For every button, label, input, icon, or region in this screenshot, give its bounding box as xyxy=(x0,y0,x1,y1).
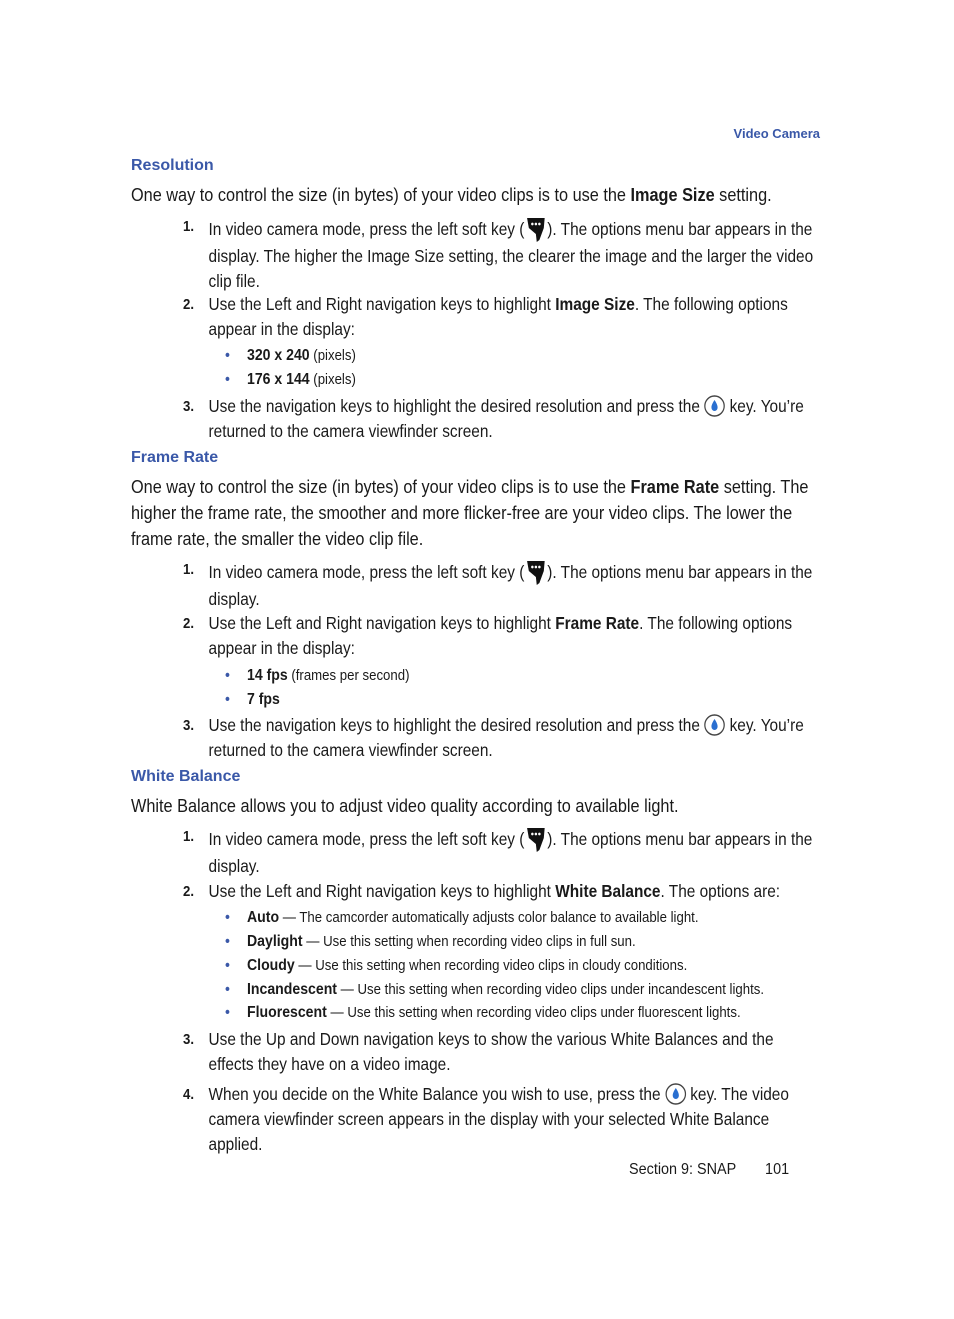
step-number: 2. xyxy=(183,615,195,632)
frame-rate-heading: Frame Rate xyxy=(131,449,219,466)
left-soft-key-icon xyxy=(524,824,547,854)
footer-section: Section 9: SNAP xyxy=(629,1161,737,1178)
step-number: 1. xyxy=(183,828,195,845)
list-item: • Fluorescent — Use this setting when recording video clips under fluorescent lights. xyxy=(225,1004,741,1021)
frame-rate-step-2: 2. Use the Left and Right navigation keys to highlight Frame Rate. The following options appear in the display: xyxy=(183,613,793,658)
page-number: 101 xyxy=(765,1161,790,1178)
step-number: 1. xyxy=(183,218,195,235)
step-number: 3. xyxy=(183,717,195,734)
step-number: 4. xyxy=(183,1086,195,1103)
frame-rate-step-3: 3. Use the navigation keys to highlight the desired resolution and press the key. You’re returned to the camera viewfinder screen. xyxy=(183,715,804,760)
running-head: Video Camera xyxy=(733,126,820,141)
page-footer xyxy=(629,1161,789,1179)
step-number: 3. xyxy=(183,1031,195,1048)
ok-key-icon xyxy=(665,1083,686,1105)
list-item: • 176 x 144 (pixels) xyxy=(225,371,356,388)
white-balance-step-1: 1. In video camera mode, press the left soft key ( ). The options menu bar appears in the display. xyxy=(183,824,817,879)
step-number: 1. xyxy=(183,561,195,578)
ok-key-icon xyxy=(704,714,725,736)
resolution-step-2: 2. Use the Left and Right navigation keys to highlight Image Size. The following options appear in the display: xyxy=(183,294,788,339)
white-balance-step-2: 2. Use the Left and Right navigation keys to highlight White Balance. The options are: xyxy=(183,879,817,904)
resolution-step-3: 3. Use the navigation keys to highlight the desired resolution and press the key. You’re returned to the camera viewfinder screen. xyxy=(183,396,804,441)
frame-rate-intro: One way to control the size (in bytes) of your video clips is to use the Frame Rate setting. The higher the frame rate, the smoother and more flicker-free are your video clips. The lower the frame rate, the smaller the video clip file. xyxy=(131,476,809,549)
list-item: • Cloudy — Use this setting when recording video clips in cloudy conditions. xyxy=(225,957,688,974)
resolution-heading: Resolution xyxy=(131,157,214,174)
white-balance-step-3: 3. Use the Up and Down navigation keys to show the various White Balances and the effects they have on a video image. xyxy=(183,1029,774,1074)
ok-key-icon xyxy=(704,395,725,417)
white-balance-heading: White Balance xyxy=(131,768,241,785)
list-item: • Daylight — Use this setting when recording video clips in full sun. xyxy=(225,933,636,950)
list-item: • Auto — The camcorder automatically adjusts color balance to available light. xyxy=(225,909,699,926)
step-number: 2. xyxy=(183,296,195,313)
left-soft-key-icon xyxy=(524,214,547,244)
list-item: • Incandescent — Use this setting when recording video clips under incandescent lights. xyxy=(225,981,765,998)
white-balance-intro: White Balance allows you to adjust video quality according to available light. xyxy=(131,795,679,816)
step-number: 3. xyxy=(183,398,195,415)
resolution-intro: One way to control the size (in bytes) of your video clips is to use the Image Size setting. xyxy=(131,184,772,205)
list-item: • 320 x 240 (pixels) xyxy=(225,347,356,364)
list-item: • 14 fps (frames per second) xyxy=(225,667,410,684)
frame-rate-step-1: 1. In video camera mode, press the left soft key ( ). The options menu bar appears in the display. xyxy=(183,557,817,612)
resolution-step-1: 1. In video camera mode, press the left soft key ( ). The options menu bar appears in the display. The higher the Image Size setting, the clearer the image and the larger the video clip file. xyxy=(183,214,817,294)
left-soft-key-icon xyxy=(524,557,547,587)
white-balance-step-4: 4. When you decide on the White Balance you wish to use, press the key. The video camera viewfinder screen appears in the display with your selected White Balance applied. xyxy=(183,1084,789,1154)
list-item: • 7 fps xyxy=(225,691,280,708)
step-number: 2. xyxy=(183,883,195,900)
